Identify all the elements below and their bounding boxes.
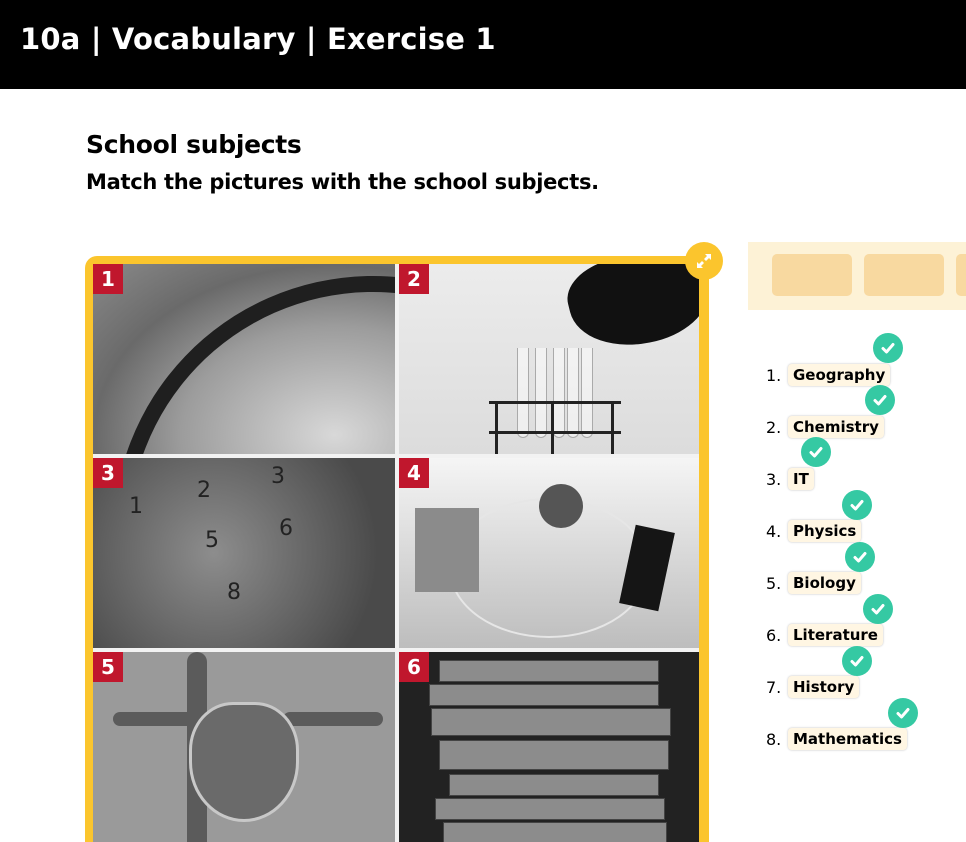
answer-chip-mathematics[interactable]: Mathematics: [788, 728, 907, 750]
expand-image-button[interactable]: [685, 242, 723, 280]
picture-2-test-tubes: [399, 264, 699, 454]
answer-row: [766, 622, 883, 648]
test-tube: [517, 348, 529, 438]
correct-check-icon: [842, 490, 872, 520]
picture-4-electric-circuit: [399, 458, 699, 648]
correct-check-icon: [865, 385, 895, 415]
answer-index: 2.: [766, 417, 782, 437]
correct-check-icon: [845, 542, 875, 572]
word-bank-slot[interactable]: [956, 254, 966, 296]
picture-number-badge: 4: [399, 458, 429, 488]
exercise-instruction: Match the pictures with the school subjects.: [86, 170, 599, 194]
collage-digit: 6: [279, 516, 293, 541]
word-bank: [748, 242, 966, 310]
book: [449, 774, 659, 796]
collage-digit: 2: [197, 478, 211, 503]
answer-index: 5.: [766, 573, 782, 593]
collage-digit: 3: [271, 464, 285, 489]
test-tube: [553, 348, 565, 438]
correct-check-icon: [801, 437, 831, 467]
heart-shape: [189, 702, 299, 822]
test-tube: [567, 348, 579, 438]
answer-row: [766, 466, 814, 492]
answer-chip-it[interactable]: IT: [788, 468, 814, 490]
globe-ring: [93, 264, 395, 454]
answer-chip-history[interactable]: History: [788, 676, 859, 698]
collage-digit: 8: [227, 580, 241, 605]
answer-chip-literature[interactable]: Literature: [788, 624, 883, 646]
top-bar: [0, 0, 966, 89]
answer-index: 4.: [766, 521, 782, 541]
picture-number-badge: 5: [93, 652, 123, 682]
book: [439, 660, 659, 682]
answer-chip-geography[interactable]: Geography: [788, 364, 890, 386]
page-title: 10a | Vocabulary | Exercise 1: [20, 22, 496, 56]
answer-row: [766, 570, 861, 596]
rack-bar: [489, 431, 621, 434]
answer-chip-chemistry[interactable]: Chemistry: [788, 416, 884, 438]
picture-5-heart-diagram: [93, 652, 395, 842]
answer-index: 3.: [766, 469, 782, 489]
picture-6-stack-of-books: [399, 652, 699, 842]
glove-shape: [560, 264, 699, 360]
word-bank-slot[interactable]: [864, 254, 944, 296]
answer-chip-physics[interactable]: Physics: [788, 520, 861, 542]
answer-chip-biology[interactable]: Biology: [788, 572, 861, 594]
expand-icon: [694, 251, 714, 271]
blood-vessel: [283, 712, 383, 726]
book: [429, 684, 659, 706]
correct-check-icon: [873, 333, 903, 363]
book: [431, 708, 671, 736]
correct-check-icon: [863, 594, 893, 624]
answer-index: 7.: [766, 677, 782, 697]
exercise-heading: School subjects: [86, 130, 302, 159]
picture-number-badge: 6: [399, 652, 429, 682]
rack-leg: [495, 401, 498, 454]
book: [443, 822, 667, 842]
bulb-holder: [539, 484, 583, 528]
picture-number-badge: 1: [93, 264, 123, 294]
test-tube: [535, 348, 547, 438]
word-bank-slot[interactable]: [772, 254, 852, 296]
correct-check-icon: [842, 646, 872, 676]
answer-index: 8.: [766, 729, 782, 749]
answer-row: [766, 674, 859, 700]
answer-row: [766, 362, 890, 388]
picture-number-badge: 2: [399, 264, 429, 294]
picture-3-digital-collage: [93, 458, 395, 648]
answer-index: 1.: [766, 365, 782, 385]
answer-row: [766, 414, 884, 440]
collage-digit: 5: [205, 528, 219, 553]
test-tube: [581, 348, 593, 438]
rack-bar: [489, 401, 621, 404]
answer-row: [766, 518, 861, 544]
rack-leg: [551, 401, 554, 454]
rack-leg: [611, 401, 614, 454]
picture-1-globe: [93, 264, 395, 454]
switch-card: [415, 508, 479, 592]
picture-frame: [85, 256, 709, 842]
book: [439, 740, 669, 770]
answer-row: [766, 726, 907, 752]
book: [435, 798, 665, 820]
answer-index: 6.: [766, 625, 782, 645]
correct-check-icon: [888, 698, 918, 728]
picture-grid: [93, 264, 699, 842]
collage-digit: 1: [129, 494, 143, 519]
picture-number-badge: 3: [93, 458, 123, 488]
